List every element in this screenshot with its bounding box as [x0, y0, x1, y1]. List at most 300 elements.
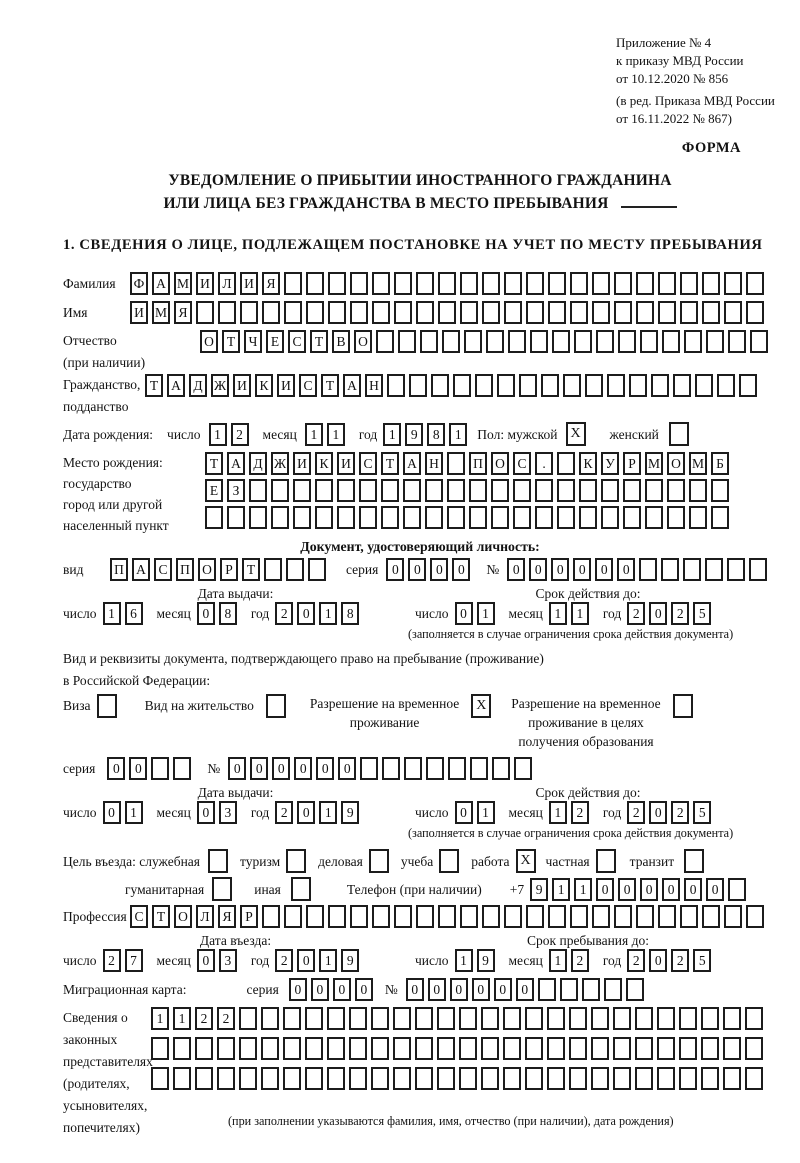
char-cell[interactable]: С — [359, 452, 377, 475]
char-cell[interactable] — [683, 558, 701, 581]
char-cell[interactable]: Т — [145, 374, 163, 397]
char-cell[interactable]: П — [469, 452, 487, 475]
char-cell[interactable]: П — [110, 558, 128, 581]
char-cell[interactable] — [337, 479, 355, 502]
char-cell[interactable]: А — [403, 452, 421, 475]
char-cell[interactable] — [404, 757, 422, 780]
char-cell[interactable] — [601, 506, 619, 529]
char-cell[interactable] — [591, 1007, 609, 1030]
char-cell[interactable] — [680, 272, 698, 295]
char-cell[interactable] — [662, 330, 680, 353]
char-cell[interactable]: И — [240, 272, 258, 295]
char-cell[interactable] — [271, 479, 289, 502]
char-cell[interactable]: 0 — [472, 978, 490, 1001]
char-cell[interactable]: 1 — [477, 801, 495, 824]
char-cell[interactable] — [569, 1007, 587, 1030]
char-cell[interactable] — [607, 374, 625, 397]
char-cell[interactable] — [613, 1067, 631, 1090]
char-cell[interactable] — [398, 330, 416, 353]
char-cell[interactable] — [460, 905, 478, 928]
temp-residence-checkbox[interactable]: X — [471, 694, 491, 718]
char-cell[interactable]: 0 — [618, 878, 636, 901]
char-cell[interactable]: 0 — [516, 978, 534, 1001]
char-cell[interactable]: 2 — [671, 801, 689, 824]
char-cell[interactable] — [491, 479, 509, 502]
char-cell[interactable]: 9 — [530, 878, 548, 901]
char-cell[interactable] — [437, 1007, 455, 1030]
char-cell[interactable] — [596, 330, 614, 353]
char-cell[interactable]: Я — [174, 301, 192, 324]
char-cell[interactable]: Ф — [130, 272, 148, 295]
char-cell[interactable]: 0 — [450, 978, 468, 1001]
char-cell[interactable] — [503, 1007, 521, 1030]
char-cell[interactable] — [469, 506, 487, 529]
char-cell[interactable] — [548, 301, 566, 324]
char-cell[interactable] — [381, 506, 399, 529]
purpose-business-checkbox[interactable] — [369, 849, 389, 873]
char-cell[interactable]: А — [132, 558, 150, 581]
char-cell[interactable] — [249, 506, 267, 529]
char-cell[interactable] — [679, 1007, 697, 1030]
char-cell[interactable] — [547, 1067, 565, 1090]
char-cell[interactable]: Т — [242, 558, 260, 581]
char-cell[interactable] — [437, 1037, 455, 1060]
char-cell[interactable] — [327, 1007, 345, 1030]
char-cell[interactable] — [526, 272, 544, 295]
char-cell[interactable] — [205, 506, 223, 529]
char-cell[interactable]: 2 — [627, 801, 645, 824]
sex-female-checkbox[interactable] — [669, 422, 689, 446]
char-cell[interactable] — [626, 978, 644, 1001]
char-cell[interactable] — [723, 1037, 741, 1060]
char-cell[interactable] — [447, 452, 465, 475]
char-cell[interactable] — [393, 1067, 411, 1090]
char-cell[interactable]: К — [579, 452, 597, 475]
char-cell[interactable]: С — [299, 374, 317, 397]
char-cell[interactable] — [394, 301, 412, 324]
char-cell[interactable] — [371, 1007, 389, 1030]
char-cell[interactable] — [582, 978, 600, 1001]
char-cell[interactable]: Д — [189, 374, 207, 397]
char-cell[interactable] — [151, 1067, 169, 1090]
char-cell[interactable]: 0 — [406, 978, 424, 1001]
char-cell[interactable] — [262, 905, 280, 928]
char-cell[interactable]: 1 — [383, 423, 401, 446]
char-cell[interactable]: О — [198, 558, 216, 581]
char-cell[interactable] — [711, 479, 729, 502]
char-cell[interactable] — [750, 330, 768, 353]
char-cell[interactable] — [591, 1067, 609, 1090]
char-cell[interactable]: И — [277, 374, 295, 397]
char-cell[interactable]: 3 — [219, 949, 237, 972]
purpose-work-checkbox[interactable]: X — [516, 849, 536, 873]
char-cell[interactable] — [570, 301, 588, 324]
char-cell[interactable]: 0 — [649, 949, 667, 972]
char-cell[interactable] — [415, 1067, 433, 1090]
char-cell[interactable] — [702, 272, 720, 295]
char-cell[interactable] — [239, 1067, 257, 1090]
char-cell[interactable] — [746, 905, 764, 928]
char-cell[interactable]: Ж — [211, 374, 229, 397]
char-cell[interactable]: О — [174, 905, 192, 928]
char-cell[interactable] — [519, 374, 537, 397]
char-cell[interactable]: 0 — [386, 558, 404, 581]
char-cell[interactable] — [306, 905, 324, 928]
char-cell[interactable]: 1 — [571, 602, 589, 625]
char-cell[interactable] — [645, 479, 663, 502]
char-cell[interactable]: Я — [262, 272, 280, 295]
char-cell[interactable] — [526, 301, 544, 324]
char-cell[interactable] — [217, 1067, 235, 1090]
char-cell[interactable] — [426, 757, 444, 780]
char-cell[interactable] — [614, 301, 632, 324]
char-cell[interactable]: 9 — [341, 949, 359, 972]
char-cell[interactable] — [503, 1037, 521, 1060]
char-cell[interactable] — [569, 1067, 587, 1090]
char-cell[interactable]: 1 — [209, 423, 227, 446]
char-cell[interactable] — [486, 330, 504, 353]
char-cell[interactable]: 0 — [617, 558, 635, 581]
char-cell[interactable]: И — [337, 452, 355, 475]
char-cell[interactable] — [173, 1067, 191, 1090]
char-cell[interactable] — [371, 1067, 389, 1090]
char-cell[interactable] — [239, 1037, 257, 1060]
char-cell[interactable] — [327, 1067, 345, 1090]
char-cell[interactable] — [745, 1007, 763, 1030]
char-cell[interactable] — [623, 479, 641, 502]
char-cell[interactable]: 1 — [477, 602, 495, 625]
char-cell[interactable] — [306, 301, 324, 324]
char-cell[interactable] — [525, 1067, 543, 1090]
char-cell[interactable] — [504, 905, 522, 928]
char-cell[interactable]: 2 — [275, 602, 293, 625]
char-cell[interactable]: 2 — [627, 602, 645, 625]
char-cell[interactable]: 5 — [693, 801, 711, 824]
char-cell[interactable] — [481, 1067, 499, 1090]
char-cell[interactable] — [569, 1037, 587, 1060]
char-cell[interactable] — [481, 1007, 499, 1030]
char-cell[interactable]: Л — [196, 905, 214, 928]
char-cell[interactable]: 0 — [507, 558, 525, 581]
char-cell[interactable]: 1 — [125, 801, 143, 824]
char-cell[interactable]: 9 — [405, 423, 423, 446]
char-cell[interactable] — [371, 1037, 389, 1060]
char-cell[interactable] — [679, 1067, 697, 1090]
char-cell[interactable] — [447, 479, 465, 502]
char-cell[interactable] — [548, 905, 566, 928]
purpose-humanitarian-checkbox[interactable] — [212, 877, 232, 901]
char-cell[interactable] — [724, 272, 742, 295]
char-cell[interactable] — [438, 272, 456, 295]
char-cell[interactable] — [689, 479, 707, 502]
char-cell[interactable] — [657, 1007, 675, 1030]
char-cell[interactable] — [645, 506, 663, 529]
char-cell[interactable] — [592, 272, 610, 295]
char-cell[interactable]: М — [152, 301, 170, 324]
char-cell[interactable]: 0 — [649, 801, 667, 824]
char-cell[interactable]: 1 — [455, 949, 473, 972]
char-cell[interactable] — [240, 301, 258, 324]
char-cell[interactable] — [535, 506, 553, 529]
char-cell[interactable]: Н — [425, 452, 443, 475]
char-cell[interactable] — [409, 374, 427, 397]
char-cell[interactable] — [195, 1037, 213, 1060]
char-cell[interactable] — [592, 905, 610, 928]
char-cell[interactable] — [315, 506, 333, 529]
char-cell[interactable]: 5 — [693, 949, 711, 972]
char-cell[interactable] — [579, 506, 597, 529]
char-cell[interactable] — [504, 301, 522, 324]
char-cell[interactable] — [504, 272, 522, 295]
char-cell[interactable]: 6 — [125, 602, 143, 625]
char-cell[interactable]: 9 — [341, 801, 359, 824]
char-cell[interactable] — [460, 272, 478, 295]
char-cell[interactable] — [658, 272, 676, 295]
char-cell[interactable]: 1 — [552, 878, 570, 901]
char-cell[interactable] — [460, 301, 478, 324]
char-cell[interactable] — [570, 272, 588, 295]
char-cell[interactable]: В — [332, 330, 350, 353]
char-cell[interactable] — [724, 905, 742, 928]
char-cell[interactable] — [470, 757, 488, 780]
char-cell[interactable]: Ж — [271, 452, 289, 475]
char-cell[interactable] — [614, 905, 632, 928]
char-cell[interactable] — [305, 1067, 323, 1090]
char-cell[interactable]: С — [288, 330, 306, 353]
char-cell[interactable] — [261, 1037, 279, 1060]
char-cell[interactable] — [526, 905, 544, 928]
char-cell[interactable] — [728, 878, 746, 901]
char-cell[interactable]: Я — [218, 905, 236, 928]
purpose-official-checkbox[interactable] — [208, 849, 228, 873]
char-cell[interactable] — [459, 1007, 477, 1030]
char-cell[interactable]: И — [233, 374, 251, 397]
char-cell[interactable] — [684, 330, 702, 353]
char-cell[interactable]: 0 — [297, 801, 315, 824]
edu-residence-checkbox[interactable] — [673, 694, 693, 718]
char-cell[interactable]: О — [200, 330, 218, 353]
char-cell[interactable]: 1 — [549, 602, 567, 625]
char-cell[interactable] — [283, 1007, 301, 1030]
char-cell[interactable]: С — [513, 452, 531, 475]
char-cell[interactable] — [425, 479, 443, 502]
char-cell[interactable]: 0 — [297, 949, 315, 972]
char-cell[interactable] — [705, 558, 723, 581]
char-cell[interactable] — [482, 301, 500, 324]
char-cell[interactable] — [382, 757, 400, 780]
char-cell[interactable]: 0 — [455, 602, 473, 625]
char-cell[interactable]: 0 — [428, 978, 446, 1001]
char-cell[interactable] — [535, 479, 553, 502]
char-cell[interactable]: 0 — [595, 558, 613, 581]
char-cell[interactable] — [217, 1037, 235, 1060]
char-cell[interactable] — [372, 905, 390, 928]
char-cell[interactable] — [271, 506, 289, 529]
char-cell[interactable] — [635, 1037, 653, 1060]
char-cell[interactable] — [372, 272, 390, 295]
char-cell[interactable] — [227, 506, 245, 529]
char-cell[interactable]: 0 — [430, 558, 448, 581]
char-cell[interactable] — [635, 1007, 653, 1030]
char-cell[interactable]: 0 — [250, 757, 268, 780]
char-cell[interactable] — [415, 1007, 433, 1030]
char-cell[interactable]: 8 — [427, 423, 445, 446]
char-cell[interactable] — [613, 1037, 631, 1060]
char-cell[interactable] — [728, 330, 746, 353]
char-cell[interactable] — [538, 978, 556, 1001]
char-cell[interactable]: 1 — [319, 801, 337, 824]
char-cell[interactable]: 0 — [197, 949, 215, 972]
char-cell[interactable] — [513, 506, 531, 529]
char-cell[interactable]: 0 — [107, 757, 125, 780]
char-cell[interactable] — [525, 1007, 543, 1030]
char-cell[interactable] — [394, 905, 412, 928]
char-cell[interactable] — [727, 558, 745, 581]
char-cell[interactable] — [513, 479, 531, 502]
char-cell[interactable] — [657, 1067, 675, 1090]
char-cell[interactable] — [541, 374, 559, 397]
char-cell[interactable] — [469, 479, 487, 502]
char-cell[interactable] — [173, 1037, 191, 1060]
char-cell[interactable] — [689, 506, 707, 529]
char-cell[interactable] — [636, 905, 654, 928]
char-cell[interactable] — [604, 978, 622, 1001]
char-cell[interactable] — [284, 272, 302, 295]
char-cell[interactable] — [305, 1037, 323, 1060]
char-cell[interactable]: 2 — [103, 949, 121, 972]
char-cell[interactable] — [661, 558, 679, 581]
char-cell[interactable]: 2 — [195, 1007, 213, 1030]
char-cell[interactable] — [592, 301, 610, 324]
char-cell[interactable] — [415, 1037, 433, 1060]
char-cell[interactable]: 0 — [494, 978, 512, 1001]
char-cell[interactable] — [337, 506, 355, 529]
char-cell[interactable] — [359, 479, 377, 502]
char-cell[interactable] — [591, 1037, 609, 1060]
char-cell[interactable]: 0 — [640, 878, 658, 901]
char-cell[interactable] — [284, 905, 302, 928]
char-cell[interactable]: Т — [310, 330, 328, 353]
char-cell[interactable] — [739, 374, 757, 397]
char-cell[interactable]: Т — [222, 330, 240, 353]
char-cell[interactable] — [680, 905, 698, 928]
char-cell[interactable] — [491, 506, 509, 529]
char-cell[interactable]: 1 — [549, 801, 567, 824]
char-cell[interactable] — [746, 301, 764, 324]
char-cell[interactable] — [547, 1007, 565, 1030]
char-cell[interactable] — [639, 558, 657, 581]
char-cell[interactable] — [560, 978, 578, 1001]
char-cell[interactable]: 1 — [319, 949, 337, 972]
char-cell[interactable] — [745, 1037, 763, 1060]
char-cell[interactable] — [349, 1067, 367, 1090]
char-cell[interactable] — [636, 301, 654, 324]
char-cell[interactable] — [557, 452, 575, 475]
char-cell[interactable] — [360, 757, 378, 780]
char-cell[interactable]: Б — [711, 452, 729, 475]
char-cell[interactable]: 0 — [228, 757, 246, 780]
char-cell[interactable]: 1 — [305, 423, 323, 446]
char-cell[interactable] — [442, 330, 460, 353]
char-cell[interactable]: 0 — [197, 801, 215, 824]
char-cell[interactable] — [667, 506, 685, 529]
char-cell[interactable]: 0 — [103, 801, 121, 824]
char-cell[interactable] — [293, 506, 311, 529]
char-cell[interactable]: 0 — [455, 801, 473, 824]
char-cell[interactable]: 0 — [197, 602, 215, 625]
char-cell[interactable] — [350, 301, 368, 324]
char-cell[interactable] — [264, 558, 282, 581]
char-cell[interactable] — [327, 1037, 345, 1060]
char-cell[interactable]: А — [227, 452, 245, 475]
char-cell[interactable] — [508, 330, 526, 353]
char-cell[interactable]: А — [152, 272, 170, 295]
sex-male-checkbox[interactable]: X — [566, 422, 586, 446]
char-cell[interactable]: 0 — [684, 878, 702, 901]
char-cell[interactable] — [724, 301, 742, 324]
char-cell[interactable]: 2 — [231, 423, 249, 446]
char-cell[interactable] — [239, 1007, 257, 1030]
char-cell[interactable] — [284, 301, 302, 324]
char-cell[interactable]: Н — [365, 374, 383, 397]
char-cell[interactable]: А — [343, 374, 361, 397]
char-cell[interactable] — [448, 757, 466, 780]
char-cell[interactable]: Р — [240, 905, 258, 928]
char-cell[interactable] — [657, 1037, 675, 1060]
char-cell[interactable]: И — [130, 301, 148, 324]
char-cell[interactable]: М — [645, 452, 663, 475]
char-cell[interactable] — [403, 506, 421, 529]
char-cell[interactable] — [261, 1067, 279, 1090]
char-cell[interactable]: Р — [623, 452, 641, 475]
char-cell[interactable] — [376, 330, 394, 353]
char-cell[interactable]: 0 — [573, 558, 591, 581]
char-cell[interactable] — [557, 479, 575, 502]
char-cell[interactable]: Т — [152, 905, 170, 928]
char-cell[interactable]: 0 — [294, 757, 312, 780]
char-cell[interactable] — [393, 1037, 411, 1060]
char-cell[interactable] — [701, 1007, 719, 1030]
char-cell[interactable] — [372, 301, 390, 324]
purpose-private-checkbox[interactable] — [596, 849, 616, 873]
char-cell[interactable]: С — [130, 905, 148, 928]
char-cell[interactable]: 7 — [125, 949, 143, 972]
char-cell[interactable] — [706, 330, 724, 353]
char-cell[interactable] — [425, 506, 443, 529]
char-cell[interactable] — [306, 272, 324, 295]
char-cell[interactable] — [349, 1007, 367, 1030]
char-cell[interactable] — [305, 1007, 323, 1030]
char-cell[interactable]: 2 — [627, 949, 645, 972]
char-cell[interactable]: К — [315, 452, 333, 475]
char-cell[interactable]: 0 — [272, 757, 290, 780]
char-cell[interactable] — [151, 757, 169, 780]
char-cell[interactable]: 0 — [596, 878, 614, 901]
char-cell[interactable] — [286, 558, 304, 581]
char-cell[interactable] — [482, 905, 500, 928]
char-cell[interactable]: 2 — [275, 801, 293, 824]
char-cell[interactable] — [552, 330, 570, 353]
char-cell[interactable] — [447, 506, 465, 529]
char-cell[interactable] — [711, 506, 729, 529]
char-cell[interactable]: И — [196, 272, 214, 295]
char-cell[interactable] — [629, 374, 647, 397]
char-cell[interactable]: 0 — [551, 558, 569, 581]
char-cell[interactable] — [557, 506, 575, 529]
char-cell[interactable] — [173, 757, 191, 780]
char-cell[interactable] — [723, 1007, 741, 1030]
char-cell[interactable] — [482, 272, 500, 295]
